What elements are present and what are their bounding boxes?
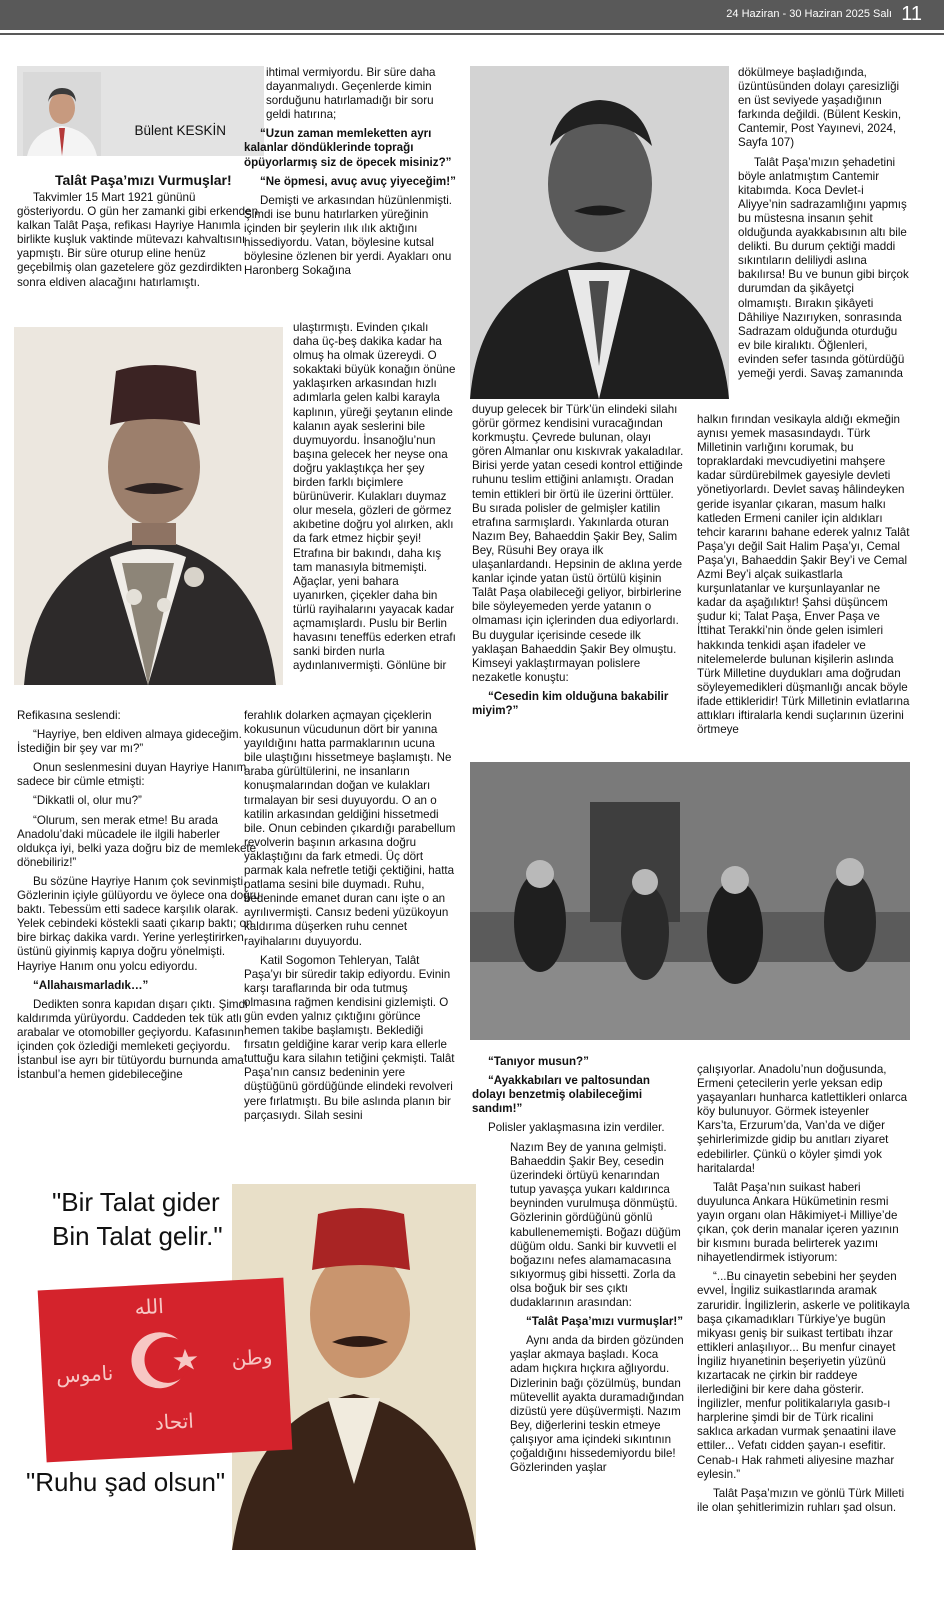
- paragraph: “Hayriye, ben eldiven almaya gideceğim. İstediğin bir şey var mı?”: [17, 728, 242, 756]
- page-header: [0, 0, 944, 30]
- paragraph: Refikasına seslendi:: [17, 709, 121, 722]
- col4-top: [738, 66, 910, 381]
- article-title: Talât Paşa’mızı Vurmuşlar!: [55, 172, 232, 188]
- ittihat-flag: [38, 1278, 293, 1463]
- paragraph: “Uzun zaman memleketten ayrı kalanlar döndüklerinde toprağı öpüyorlarmış siz de öpecek misiniz?”: [244, 127, 452, 169]
- talat-pasha-portrait-photo: [14, 327, 283, 685]
- flag-script: اتحاد: [154, 1410, 195, 1435]
- paragraph: “Ne öpmesi, avuç avuç yiyeceğim!”: [260, 174, 456, 188]
- paragraph: “...Bu cinayetin sebebini her şeyden evvel, İngiliz suikastlarında aramak zaruridir. İngilizlerin, askerle ve politikayla başa çıkamadıkları Türkiye’ye bugün mikyası geniş bir suikast tertibatı ihzar ettikleri anlaşılıyor... Bu menfur cinayet İngiliz hıyanetinin beşeriyetin yüzünü kızartacak ne çirkin bir raddeye ilerlediğini bir kere daha gösterir. İngilizler, menfur politikalarıyla gasıb-ı harplerine şimdi bir de Türk ricalini saklıca arkadan vurmak şenaatini ilave ettiler... Vefatı cidden şayan-ı esefitir. Cenab-ı Hak rahmeti aliyesine mazhar eylesin.”: [697, 1270, 910, 1481]
- paragraph: “Talât Paşa’mızı vurmuşlar!”: [526, 1315, 684, 1329]
- col4-lower: [697, 1063, 910, 1515]
- paragraph: Takvimler 15 Mart 1921 gününü gösteriyordu. O gün her zamanki gibi erkenden kalkan Talât Paşa, refikası Hayriye Hanımla birlikte kuşluk vaktinde mütevazı kahvaltısını yapmıştı. Bir süre oturup eline henüz geçebilmiş olan gazetelere göz gezdirdikten sonra eldiven alacağını hatırlamıştı.: [17, 191, 259, 289]
- issue-date: 24 Haziran - 30 Haziran 2025 Salı: [726, 8, 892, 20]
- paragraph: ihtimal vermiyordu. Bir süre daha dayanmalıydı. Geçenlerde kimin sorduğunu hatırlamadığı bir soru geldi hatırına;: [266, 66, 436, 122]
- group-meeting-photo: [470, 762, 910, 1040]
- flag-script: وطن: [230, 1346, 273, 1371]
- quote-line-3: "Ruhu şad olsun": [26, 1467, 226, 1497]
- paragraph: dökülmeye başladığında, üzüntüsünden dolayı çaresizliği en üst seviyede yaşadığının farkında değildi. (Bülent Keskin, Cantemir, Post Yayınevi, 2024, Sayfa 107): [738, 66, 902, 150]
- paragraph: Katil Sogomon Tehleryan, Talât Paşa’yı bir süredir takip ediyordu. Evinin karşı taraflarında bir oda tutmuş olmasına rağmen kendisini gizlemişti. O gün evden yalnız çıktığını görünce hemen takibe başlamıştı. Beklediği fırsatın geldiğine karar verip kara ellerle tuttuğu kara silahın tetiğini çekmişti. Talât Paşa’nın cansız bedeninin yere düştüğünü gördüğünde elindeki revolveri yere fırlatmıştı. Bu bile aslında planın bir parçasıydı. Silah sesini: [244, 953, 455, 1122]
- paragraph: Talât Paşa’mızın ve gönlü Türk Milleti ile olan şehitlerimizin ruhları şad olsun.: [697, 1486, 905, 1514]
- paragraph: Polisler yaklaşmasına izin verdiler.: [488, 1121, 665, 1135]
- talat-pasha-suit-photo: [470, 66, 729, 399]
- header-rule: [0, 33, 944, 35]
- col2-middle: [293, 321, 456, 673]
- paragraph: ferahlık dolarken açmayan çiçeklerin kokusunun vücudunun dört bir yanına yayıldığını hatta parmaklarının ucuna bile ulaştığını hissetmeye başlamıştı. Ne araba gürültülerini, ne insanların konuşmalarından doğan ve kulakları tırmalayan bir sesi duyuyordu. O an o katilin arkasından geldiğini hissetmedi bile. Onun cebinden çıkardığı parabellum revolverin başının arkasına doğru yaklaştığını da fark etmedi. Üç dört parmak kala nefretle tetiği çektiğini, hatta patlama sesini bile duymadı. Ruhu, bedeninde emanet duran canı işte o an ayrılıvermişti. Cansız bedeni yüzükoyun kaldırıma düşerken ruhu cennet rayihalarını duyuyordu.: [244, 709, 456, 948]
- col2-bottom: [244, 709, 456, 1123]
- paragraph: çalışıyorlar. Anadolu’nun doğusunda, Ermeni çetecilerin yerle yeksan edip yaşayanları hunharca katlettikleri onlarca köy bulunuyor. Görmek isteyenler Kars’ta, Erzurum’da, Van’da ve diğer şehirlerimizde gidip bu anıtları ziyaret edebilirler. Çünkü o köyler şimdi yok haritalarda!: [697, 1063, 908, 1175]
- flag-script: الله: [134, 1295, 165, 1320]
- paragraph: Talât Paşa’mızın şehadetini böyle anlatmıştım Cantemir kitabımda. Koca Devlet-i Aliyye’nin sadrazamlığını yapmış bu müstesna insanın şehit olduğunda ayakkabısının altı bile delikti. Bu durum çektiği maddi sıkıntıların deliliydi aslına bakılırsa! Bu ve bunun gibi birçok durumdan da şikâyetçi olmamıştı. Bırakın şikâyeti Dâhiliye Nazırıyken, sonrasında Sadrazam olduğunda oturduğu ev bile kiralıktı. Öğlenleri, evinden sefer tasında götürdüğü yemeği yerdi. Savaş zamanında: [738, 155, 909, 380]
- paragraph: “Tanıyor musun?”: [488, 1055, 589, 1068]
- page-number: 11: [901, 3, 922, 25]
- paragraph: “Cesedin kim olduğuna bakabilir miyim?”: [472, 689, 669, 717]
- paragraph: duyup gelecek bir Türk’ün elindeki silahı görür görmez kendisini vuracağından korkmuştu. Çevrede bulunan, olayı gören Almanlar onu kıskıvrak yakaladılar. Birisi yerde yatan cesedi kontrol ettiğinde ruhunu teslim ettiğini anlamıştı. Oradan temin ettikleri bir örtü ile üzerini örttüler. Bu sırada polisler de gelmişler katilin etrafına sarmışlardı. Yakınlarda oturan Nazım Bey, Bahaeddin Şakir Bey, Salim Bey, Rüsuhi Bey oraya ilk ulaşanlardandı. Hepsinin de aklına yerde kanlar içinde yatan üstü örtülü kişinin Talât Paşa olabileceği geliyor, birbirlerine bile söyleyemeden yerde yatanın o olmaması için içlerinden dua ediyorlardı. Bu duygular içerisinde cesede ilk yaklaşan Bahaeddin Şakir Bey olmuştu. Kimseyi yaklaştırmayan polislere nezaketle konuştu:: [472, 403, 684, 684]
- col2-top: [244, 66, 456, 278]
- col1-intro: [17, 191, 262, 290]
- col3-lower: [472, 1055, 684, 1135]
- paragraph: Nazım Bey de yanına gelmişti. Bahaeddin Şakir Bey, cesedin üzerindeki örtüyü kenarından tutup yavaşça yukarı kaldırınca beyninden vurulmuşa dönmüştü. Gözlerinin gördüğünü gönlü kabullenememişti. Boğazı düğüm düğüm oldu. Sanki bir kuvvetli el boğazını nefes alamamacasına sıkıyormuş gibi hissetti. Zorla da olsa boğuk bir ses çıktı dudaklarının arasından:: [510, 1141, 681, 1310]
- paragraph: “Allahaısmarladık…”: [33, 978, 149, 992]
- paragraph: Onun seslenmesini duyan Hayriye Hanım sadece bir cümle etmişti:: [17, 761, 247, 789]
- author-box: [17, 66, 264, 156]
- paragraph: “Ayakkabıları ve paltosundan dolayı benzetmiş olabileceğimi sandım!”: [472, 1074, 650, 1116]
- paragraph: “Dikkatli ol, olur mu?”: [33, 794, 142, 808]
- flag-script: ناموس: [55, 1362, 114, 1388]
- col3-body: [472, 403, 684, 718]
- author-portrait: [23, 72, 101, 156]
- col4-middle: [697, 413, 910, 737]
- paragraph: halkın fırından vesikayla aldığı ekmeğin aynısı yemek masasındaydı. Türk Milletinin varlığını korumak, bu topraklardaki mevcudiyetini mahşere kadar sürdürebilmek gayesiyle devleti yönetiyorlardı. Devlet savaş hâlindeyken geride isyanlar çıkaran, masum halkı katleden Ermeni caniler için aldıkları tehcir kararını bahane ederek yalnız Talât Paşa’yı değil Sait Halim Paşa’yı, Cemal Paşa’yı, Bahaeddin Şakir Bey’i ve Cemal Azmi Bey’i alçak suikastlarla kurşunlatanlar ve kurşunlayanlar ne kadar da aşağılıktır! Şahsi düşüncem şudur ki; Talat Paşa, Enver Paşa ve İttihat Terakki’nin önde gelen isimleri hakkında tenkidi aşan ifadeler ve nitelemelerde bulunan kişilerin aslında Türk Milletine duydukları ama doğrudan söyleyemedikleri düşmanlığı ancak böyle ifade ettikleridir! Türk Milletinin evlatlarına attıkları iftiralarla kendi suçlarının üzerini örtmeye: [697, 413, 910, 737]
- paragraph: Aynı anda da birden gözünden yaşlar akmaya başladı. Koca adam hıçkıra hıçkıra ağlıyordu. Dizlerinin bağı çözülmüş, bundan mütevellit ayakta duramadığından dizüstü yere düşüvermişti. Nazım Bey, diğerlerini teskin etmeye çalışıyor ama içindeki sıkıntının çoğaldığını hissedemiyordu bile! Gözlerinden yaşlar: [510, 1334, 685, 1475]
- quote-line-2: Bin Talat gelir.": [52, 1221, 223, 1251]
- author-name: Bülent KESKİN: [134, 123, 226, 138]
- paragraph: ulaştırmıştı. Evinden çıkalı daha üç-beş dakika kadar ha olmuş ha olmak üzereydi. O sokaktaki büyük konağın önüne yaklaşırken arkasından hızlı adımlarla gelen kalbi karayla kaplının, yüreği şeytanın elinde kalanın ayak seslerini bile duymuyordu. İnsanoğlu’nun başına gelecek her neyse ona doğru yaklaştıkça her şey birden farklı biçimlere bürünüverir. Kulakları duymaz olur mesela, gözleri de görmez akıbetine doğru yol alırken, aklı da fark etmez hiçbir şeyi! Etrafına bir bakındı, daha kış tam manasıyla bitmemişti. Ağaçlar, yeni bahara uyanırken, çiçekler daha bin türlü rayihalarını yayacak kadar açmamışlardı. Puslu bir Berlin havasını teneffüs ederken etrafı sanki birden nurla aydınlanıvermişti. Gönlüne bir: [293, 321, 456, 673]
- paragraph: Demişti ve arkasından hüzünlenmişti. Şimdi ise bunu hatırlarken yüreğinin içinden bir şeylerin ılık ılık aktığını hissediyordu. Vatan, böylesine kutsal böylesine özlenen bir yerdi. Ayakları onu Haronberg Sokağına: [244, 193, 453, 278]
- paragraph: Dedikten sonra kapıdan dışarı çıktı. Şimdi kaldırımda yürüyordu. Caddeden tek tük atlı arabalar ve otomobiller geçiyordu. Kafasının içinden çok özlediği memleketi geçiyordu. İstanbul ise ayrı bir tütüyordu burnunda ama İstanbul’a hemen gidebileceğine: [17, 997, 248, 1082]
- col1-body: [17, 709, 262, 1082]
- paragraph: Talât Paşa’nın suikast haberi duyulunca Ankara Hükümetinin resmi yayın organı olan Hâkimiyet-i Milliye’de çıkan, çok derin manalar içeren yazının bir kısmını burada belirterek yazımı nihayetlendirmek istiyorum:: [697, 1180, 899, 1265]
- quote-line-1: "Bir Talat gider: [52, 1187, 220, 1217]
- crescent-star-icon: [125, 1318, 209, 1402]
- paragraph: Bu sözüne Hayriye Hanım çok sevinmişti. Gözlerinin içiyle gülüyordu ve öylece ona doğru baktı. Tebessüm etti sadece karşılık olarak. Yelek cebindeki köstekli saati çıkarıp baktı; on bire birkaç dakika vardı. Yerine yerleştirirken üstünü giyinmiş kapıya doğru yönelmişti. Hayriye Hanım onu yolcu ediyordu.: [17, 874, 260, 973]
- paragraph: “Olurum, sen merak etme! Bu arada Anadolu’daki mücadele ile ilgili haberler oldukça iyi, belki yaza doğru biz de memlekete dönebiliriz!”: [17, 813, 257, 869]
- col3-bottom: [510, 1141, 684, 1475]
